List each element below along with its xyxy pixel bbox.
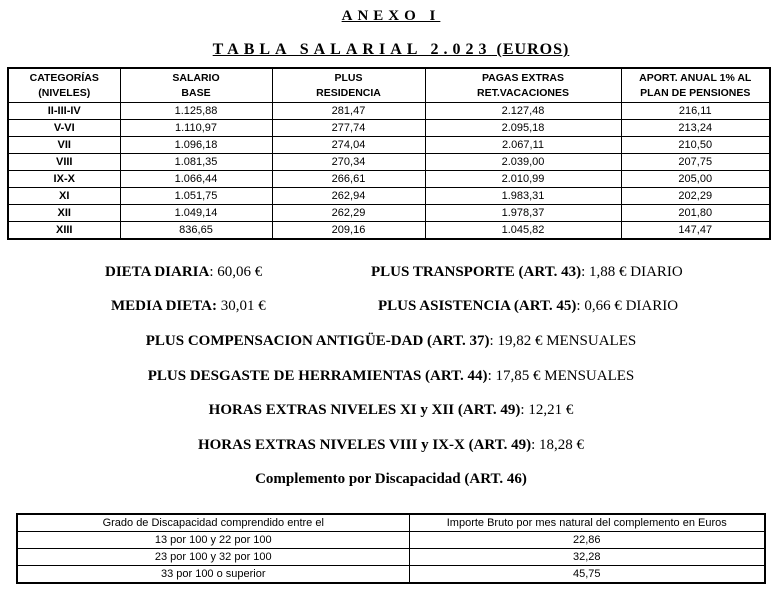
- value-cell: 836,65: [120, 222, 272, 240]
- column-header: [621, 68, 770, 103]
- value-cell: 2.067,11: [425, 137, 621, 154]
- table-row: [8, 205, 770, 222]
- value-cell: 262,29: [272, 205, 425, 222]
- value-cell: 281,47: [272, 103, 425, 120]
- amount-cell: 22,86: [409, 532, 765, 549]
- column-header-line: CATEGORÍAS: [29, 71, 99, 84]
- category-cell: VII: [8, 137, 120, 154]
- degree-cell: 13 por 100 y 22 por 100: [17, 532, 409, 549]
- table-row: [8, 171, 770, 188]
- column-header: [8, 68, 120, 103]
- category-cell: XIII: [8, 222, 120, 240]
- value-cell: 216,11: [621, 103, 770, 120]
- column-header-line: SALARIO: [172, 71, 220, 84]
- table-row: [8, 120, 770, 137]
- value-cell: 213,24: [621, 120, 770, 137]
- column-header-line: APORT. ANUAL 1% AL: [639, 71, 752, 84]
- horas-extras-xi-xii: HORAS EXTRAS NIVELES XI y XII (ART. 49): 12,21 €: [208, 402, 574, 418]
- salary-table: [7, 67, 771, 240]
- value-cell: 1.051,75: [120, 188, 272, 205]
- amount-cell: 32,28: [409, 549, 765, 566]
- column-header: Grado de Discapacidad comprendido entre el: [17, 514, 409, 532]
- degree-cell: 33 por 100 o superior: [17, 566, 409, 584]
- value-cell: 1.978,37: [425, 205, 621, 222]
- table-row: [8, 222, 770, 240]
- plus-transporte: PLUS TRANSPORTE (ART. 43): 1,88 € DIARIO: [371, 264, 683, 280]
- column-header-line: RET.VACACIONES: [477, 86, 569, 99]
- category-cell: VIII: [8, 154, 120, 171]
- category-cell: II-III-IV: [8, 103, 120, 120]
- table-title: [0, 41, 782, 59]
- table-row: [17, 566, 765, 584]
- value-cell: 277,74: [272, 120, 425, 137]
- value-cell: 274,04: [272, 137, 425, 154]
- value-cell: 202,29: [621, 188, 770, 205]
- value-cell: 1.096,18: [120, 137, 272, 154]
- plus-herramientas: PLUS DESGASTE DE HERRAMIENTAS (ART. 44): 17,85 € MENSUALES: [147, 368, 635, 384]
- value-cell: 1.066,44: [120, 171, 272, 188]
- value-cell: 266,61: [272, 171, 425, 188]
- amount-cell: 45,75: [409, 566, 765, 584]
- table-row: [8, 188, 770, 205]
- value-cell: 2.095,18: [425, 120, 621, 137]
- value-cell: 1.045,82: [425, 222, 621, 240]
- value-cell: 1.049,14: [120, 205, 272, 222]
- value-cell: 1.081,35: [120, 154, 272, 171]
- value-cell: 2.010,99: [425, 171, 621, 188]
- value-cell: 209,16: [272, 222, 425, 240]
- category-cell: V-VI: [8, 120, 120, 137]
- plus-antiguedad: PLUS COMPENSACION ANTIGÜE-DAD (ART. 37): 19,82 € MENSUALES: [145, 333, 637, 349]
- table-title-units: (EUROS): [496, 41, 570, 58]
- column-header: [120, 68, 272, 103]
- column-header-line: PLAN DE PENSIONES: [640, 86, 751, 99]
- table-row: [8, 154, 770, 171]
- value-cell: 201,80: [621, 205, 770, 222]
- column-header-line: (NIVELES): [38, 86, 91, 99]
- column-header-line: PLUS: [334, 71, 363, 84]
- category-cell: IX-X: [8, 171, 120, 188]
- table-title-main: TABLA SALARIAL 2.023: [212, 41, 492, 58]
- column-header-line: PAGAS EXTRAS: [481, 71, 565, 84]
- column-header-line: RESIDENCIA: [316, 86, 381, 99]
- discapacidad-title: Complemento por Discapacidad (ART. 46): [255, 471, 527, 487]
- value-cell: 1.110,97: [120, 120, 272, 137]
- value-cell: 147,47: [621, 222, 770, 240]
- column-header: [272, 68, 425, 103]
- column-header: [425, 68, 621, 103]
- value-cell: 210,50: [621, 137, 770, 154]
- column-header: Importe Bruto por mes natural del complemento en Euros: [409, 514, 765, 532]
- table-row: [8, 137, 770, 154]
- degree-cell: 23 por 100 y 32 por 100: [17, 549, 409, 566]
- value-cell: 262,94: [272, 188, 425, 205]
- horas-extras-viii-x: HORAS EXTRAS NIVELES VIII y IX-X (ART. 49): 18,28 €: [197, 437, 585, 453]
- table-row: [17, 549, 765, 566]
- dieta-diaria: DIETA DIARIA: 60,06 €: [105, 264, 263, 280]
- value-cell: 207,75: [621, 154, 770, 171]
- category-cell: XII: [8, 205, 120, 222]
- value-cell: 1.125,88: [120, 103, 272, 120]
- value-cell: 205,00: [621, 171, 770, 188]
- value-cell: 1.983,31: [425, 188, 621, 205]
- value-cell: 270,34: [272, 154, 425, 171]
- value-cell: 2.127,48: [425, 103, 621, 120]
- category-cell: XI: [8, 188, 120, 205]
- table-row: [8, 103, 770, 120]
- column-header-line: BASE: [181, 86, 211, 99]
- annex-title: ANEXO I: [341, 8, 441, 24]
- plus-asistencia: PLUS ASISTENCIA (ART. 45): 0,66 € DIARIO: [378, 298, 679, 314]
- disability-table: [16, 513, 766, 584]
- media-dieta: MEDIA DIETA: 30,01 €: [111, 298, 266, 314]
- value-cell: 2.039,00: [425, 154, 621, 171]
- table-row: [17, 532, 765, 549]
